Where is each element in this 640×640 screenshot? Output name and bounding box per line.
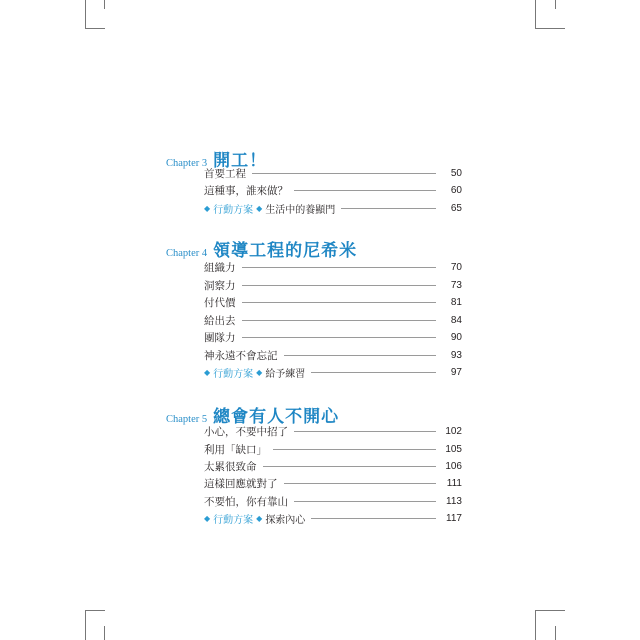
entry-page: 65: [450, 202, 462, 214]
diamond-icon: ◆: [256, 203, 263, 213]
diamond-icon: ◆: [256, 513, 263, 523]
diamond-icon: ◆: [204, 513, 211, 523]
action-plan-tag: 行動方案: [213, 514, 254, 526]
toc-entry[interactable]: [204, 440, 462, 458]
action-plan-tag: 行動方案: [213, 368, 254, 380]
entry-page: 106: [445, 460, 462, 472]
crop-mark: [535, 610, 536, 640]
entry-page: 113: [446, 495, 462, 507]
leader-line: [263, 466, 437, 467]
entry-title: 給出去: [204, 314, 236, 327]
action-plan-title: 生活中的養顯門: [265, 204, 336, 216]
entry-title: 太累很致命: [204, 460, 257, 473]
entry-title: 不要怕，你有靠山: [204, 495, 288, 508]
toc-entry[interactable]: [204, 311, 462, 329]
leader-line: [284, 355, 437, 356]
entry-page: 70: [450, 261, 462, 273]
leader-line: [252, 173, 436, 174]
leader-line: [242, 320, 437, 321]
chapter-title: 開工！: [213, 151, 268, 171]
entry-page: 105: [445, 443, 462, 455]
chapter-label: Chapter 5: [166, 414, 208, 425]
entry-page: 102: [445, 425, 462, 437]
toc-entry[interactable]: [204, 258, 462, 276]
toc-entry[interactable]: [204, 474, 462, 492]
leader-line: [284, 483, 437, 484]
crop-mark: [555, 0, 556, 9]
chapter-label: Chapter 3: [166, 158, 208, 169]
entry-page: 93: [450, 349, 462, 361]
leader-line: [294, 431, 436, 432]
entry-title: 付代價: [204, 296, 236, 309]
leader-line: [242, 267, 437, 268]
leader-line: [311, 372, 436, 373]
action-plan-entry[interactable]: [204, 509, 462, 527]
leader-line: [341, 208, 436, 209]
entry-title: 洞察力: [204, 279, 236, 292]
entry-title: 首要工程: [204, 167, 246, 180]
leader-line: [294, 190, 436, 191]
crop-mark: [104, 626, 105, 640]
leader-line: [242, 337, 437, 338]
entry-page: 84: [450, 314, 462, 326]
action-plan-entry[interactable]: [204, 363, 462, 381]
chapter-heading: [166, 236, 357, 260]
leader-line: [273, 449, 436, 450]
toc-entry[interactable]: [204, 346, 462, 364]
toc-entry[interactable]: [204, 164, 462, 182]
entry-page: 111: [446, 477, 462, 489]
toc-entry[interactable]: [204, 293, 462, 311]
crop-mark: [535, 610, 565, 611]
entry-page: 81: [450, 296, 462, 308]
crop-mark: [104, 0, 105, 9]
crop-mark: [85, 610, 86, 640]
chapter-title: 領導工程的尼希米: [213, 241, 358, 261]
toc-entry[interactable]: [204, 276, 462, 294]
entry-title: 這樣回應就對了: [204, 477, 278, 490]
entry-page: 97: [450, 366, 462, 378]
chapter-title: 總會有人不開心: [213, 407, 340, 427]
crop-mark: [85, 0, 86, 28]
toc-entry[interactable]: [204, 422, 462, 440]
entry-title: 團隊力: [204, 331, 236, 344]
crop-mark: [535, 0, 536, 28]
diamond-icon: ◆: [256, 367, 263, 377]
entry-title: 神永遠不會忘記: [204, 349, 278, 362]
action-plan-title: 給予練習: [265, 368, 306, 380]
chapter-label: Chapter 4: [166, 248, 208, 259]
entry-page: 50: [450, 167, 462, 179]
entry-page: 60: [450, 184, 462, 196]
entry-title: 組織力: [204, 261, 236, 274]
entry-page: 117: [446, 512, 462, 524]
leader-line: [242, 285, 437, 286]
action-plan-title: 探索內心: [265, 514, 306, 526]
action-plan-tag: 行動方案: [213, 204, 254, 216]
toc-entry[interactable]: [204, 181, 462, 199]
diamond-icon: ◆: [204, 203, 211, 213]
diamond-icon: ◆: [204, 367, 211, 377]
crop-mark: [85, 28, 105, 29]
leader-line: [311, 518, 436, 519]
crop-mark: [85, 610, 105, 611]
entry-page: 90: [450, 331, 462, 343]
entry-title: 小心，不要中招了: [204, 425, 288, 438]
leader-line: [294, 501, 436, 502]
entry-title: 利用「缺口」: [204, 443, 267, 456]
toc-entry[interactable]: [204, 328, 462, 346]
leader-line: [242, 302, 437, 303]
crop-mark: [555, 626, 556, 640]
toc-entry[interactable]: [204, 457, 462, 475]
toc-entry[interactable]: [204, 492, 462, 510]
entry-page: 73: [450, 279, 462, 291]
crop-mark: [535, 28, 565, 29]
entry-title: 這種事，誰來做？: [204, 184, 288, 197]
action-plan-entry[interactable]: [204, 199, 462, 217]
